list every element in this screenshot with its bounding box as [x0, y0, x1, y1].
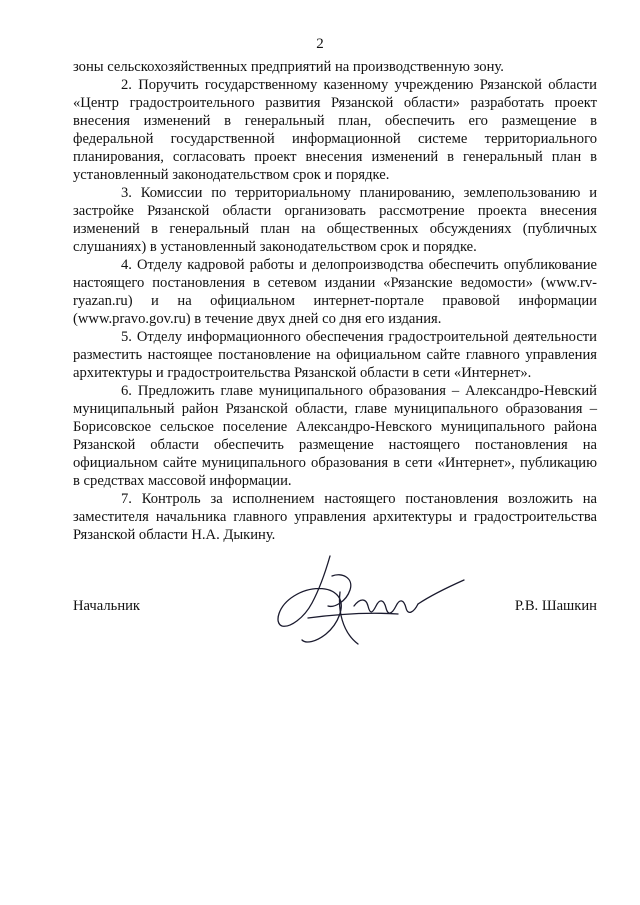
- paragraph-7: 7. Контроль за исполнением настоящего постановления возложить на заместителя начальника главного управления архитектуры и градостроительства Рязанской области Н.А. Дыкину.: [73, 491, 597, 543]
- document-body: [73, 58, 597, 544]
- handwritten-signature: [268, 548, 483, 658]
- signatory-name: Р.В. Шашкин: [514, 598, 597, 614]
- signatory-title: Начальник: [73, 598, 141, 614]
- paragraph-4: 4. Отделу кадровой работы и делопроизводства обеспечить опубликование настоящего постановления в сетевом издании «Рязанские ведомости» (www.rv-ryazan.ru) и на официальном интернет-портале правовой информации (www.pravo.gov.ru) в течение двух дней со дня его издания.: [73, 257, 597, 327]
- paragraph-continuation: зоны сельскохозяйственных предприятий на производственную зону.: [73, 59, 504, 75]
- paragraph-5: 5. Отделу информационного обеспечения градостроительной деятельности разместить настоящее постановление на официальном сайте главного управления архитектуры и градостроительства Рязанской области в сети «Интернет».: [73, 329, 597, 381]
- paragraph-3: 3. Комиссии по территориальному планированию, землепользованию и застройке Рязанской области организовать рассмотрение проекта внесения изменений в генеральный план на общественных обсуждениях (публичных слушаниях) в установленный законодательством срок и порядке.: [73, 185, 597, 255]
- page-number: 2: [316, 36, 324, 52]
- paragraph-2: 2. Поручить государственному казенному учреждению Рязанской области «Центр градостроительного развития Рязанской области» разработать проект внесения изменений в генеральный план, обеспечить его размещение в федеральной государственной информационной системе территориального планирования, согласовать проект внесения изменений в генеральный план в установленный законодательством срок и порядке.: [73, 77, 597, 183]
- paragraph-6: 6. Предложить главе муниципального образования – Александро-Невский муниципальный район Рязанской области, главе муниципального образования – Борисовское сельское поселение Александро-Невского муниципального района Рязанской области обеспечить размещение настоящего постановления на официальном сайте муниципального образования в сети «Интернет», публикацию в средствах массовой информации.: [73, 383, 597, 489]
